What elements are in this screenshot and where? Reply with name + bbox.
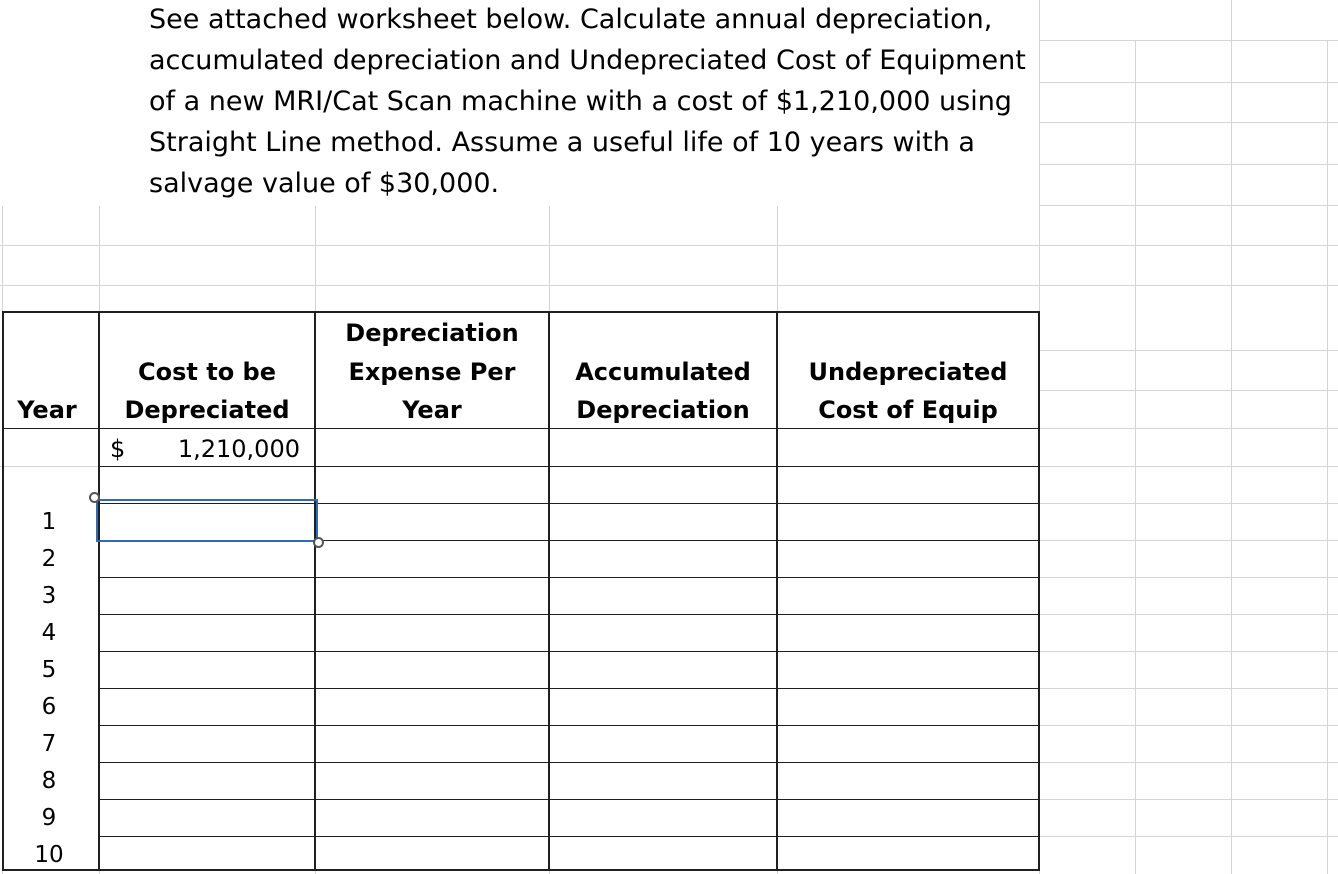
year-cell-6[interactable]: 6 bbox=[41, 694, 57, 720]
year-cell-3[interactable]: 3 bbox=[41, 583, 57, 609]
header-depreciation-line3[interactable]: Year bbox=[402, 396, 462, 424]
prompt-line-2: accumulated depreciation and Undepreciated Cost of Equipment bbox=[149, 45, 1026, 76]
header-cost-line2[interactable]: Depreciated bbox=[124, 396, 290, 424]
year-cell-5[interactable]: 5 bbox=[41, 657, 57, 683]
selected-cell[interactable] bbox=[96, 499, 318, 542]
year-cell-7[interactable]: 7 bbox=[41, 731, 57, 757]
header-accumulated-line1[interactable]: Accumulated bbox=[575, 358, 751, 386]
initial-cost-currency[interactable]: $ bbox=[110, 435, 126, 463]
header-undepreciated-line1[interactable]: Undepreciated bbox=[808, 358, 1008, 386]
year-cell-8[interactable]: 8 bbox=[41, 768, 57, 794]
header-cost-line1[interactable]: Cost to be bbox=[138, 358, 276, 386]
year-cell-9[interactable]: 9 bbox=[41, 805, 57, 831]
prompt-line-4: Straight Line method. Assume a useful life of 10 years with a bbox=[149, 127, 975, 158]
header-year[interactable]: Year bbox=[17, 396, 77, 424]
year-cell-2[interactable]: 2 bbox=[41, 546, 57, 572]
header-depreciation-line2[interactable]: Expense Per bbox=[348, 358, 516, 386]
selection-handle-bottom-right[interactable] bbox=[313, 537, 324, 548]
prompt-text-block bbox=[0, 0, 1039, 206]
year-cell-4[interactable]: 4 bbox=[41, 620, 57, 646]
prompt-line-1: See attached worksheet below. Calculate annual depreciation, bbox=[149, 4, 993, 35]
header-depreciation-line1[interactable]: Depreciation bbox=[345, 319, 519, 347]
prompt-line-3: of a new MRI/Cat Scan machine with a cost of $1,210,000 using bbox=[149, 86, 1012, 117]
header-accumulated-line2[interactable]: Depreciation bbox=[576, 396, 750, 424]
header-undepreciated-line2[interactable]: Cost of Equip bbox=[818, 396, 998, 424]
year-cell-1[interactable]: 1 bbox=[41, 509, 57, 535]
initial-cost-amount[interactable]: 1,210,000 bbox=[177, 435, 300, 463]
year-cell-10[interactable]: 10 bbox=[34, 842, 64, 868]
selection-handle-top-left[interactable] bbox=[89, 492, 100, 503]
prompt-line-5: salvage value of $30,000. bbox=[149, 168, 500, 199]
